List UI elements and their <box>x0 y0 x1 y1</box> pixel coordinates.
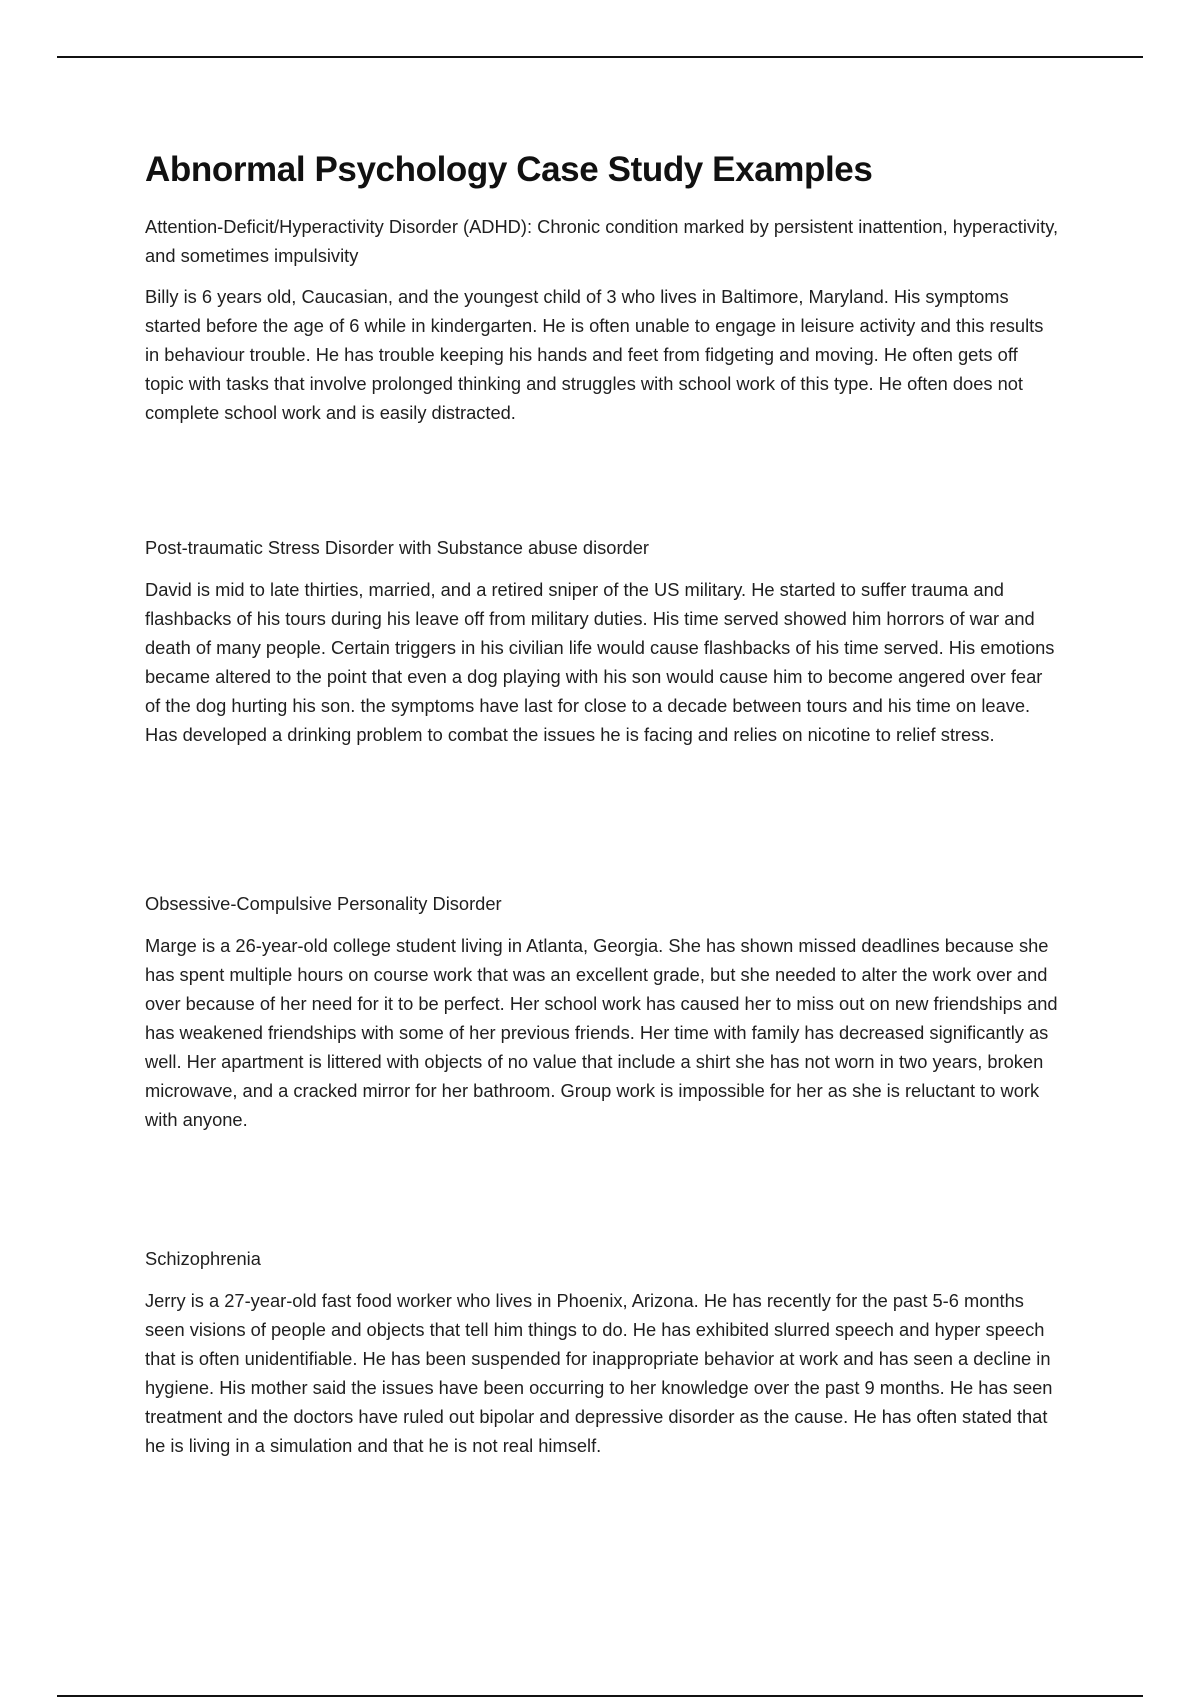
case-section-adhd <box>145 212 1060 427</box>
bottom-divider <box>57 1695 1143 1697</box>
section-body: David is mid to late thirties, married, and a retired sniper of the US military. He started to suffer trauma and flashbacks of his tours during his leave off from military duties. His time served showed him horrors of war and death of many people. Certain triggers in his civilian life would cause flashbacks of his time served. His emotions became altered to the point that even a dog playing with his son would cause him to become angered over fear of the dog hurting his son. the symptoms have last for close to a decade between tours and his time on leave. Has developed a drinking problem to combat the issues he is facing and relies on nicotine to relief stress. <box>145 579 1055 745</box>
document-page <box>145 148 1060 1460</box>
section-heading: Attention-Deficit/Hyperactivity Disorder (ADHD): Chronic condition marked by persistent inattention, hyperactivity, and sometimes impulsivity <box>145 216 1059 266</box>
section-body: Billy is 6 years old, Caucasian, and the youngest child of 3 who lives in Baltimore, Maryland. His symptoms started before the age of 6 while in kindergarten. He is often unable to engage in leisure activity and this results in behaviour trouble. He has trouble keeping his hands and feet from fidgeting and moving. He often gets off topic with tasks that involve prolonged thinking and struggles with school work of this type. He often does not complete school work and is easily distracted. <box>145 286 1044 423</box>
section-heading: Obsessive-Compulsive Personality Disorder <box>145 893 502 914</box>
section-heading: Schizophrenia <box>145 1248 261 1269</box>
page-title: Abnormal Psychology Case Study Examples <box>145 150 873 189</box>
case-section-ocpd <box>145 889 1060 1134</box>
case-section-schizophrenia <box>145 1244 1060 1460</box>
section-body: Jerry is a 27-year-old fast food worker who lives in Phoenix, Arizona. He has recently for the past 5-6 months seen visions of people and objects that tell him things to do. He has exhibited slurred speech and hyper speech that is often unidentifiable. He has been suspended for inappropriate behavior at work and has seen a decline in hygiene. His mother said the issues have been occurring to her knowledge over the past 9 months. He has seen treatment and the doctors have ruled out bipolar and depressive disorder as the cause. He has often stated that he is living in a simulation and that he is not real himself. <box>145 1290 1053 1456</box>
section-body: Marge is a 26-year-old college student living in Atlanta, Georgia. She has shown missed deadlines because she has spent multiple hours on course work that was an excellent grade, but she needed to alter the work over and over because of her need for it to be perfect. Her school work has caused her to miss out on new friendships and has weakened friendships with some of her previous friends. Her time with family has decreased significantly as well. Her apartment is littered with objects of no value that include a shirt she has not worn in two years, broken microwave, and a cracked mirror for her bathroom. Group work is impossible for her as she is reluctant to work with anyone. <box>145 935 1058 1130</box>
case-section-ptsd <box>145 533 1060 749</box>
top-divider <box>57 56 1143 58</box>
section-heading: Post-traumatic Stress Disorder with Substance abuse disorder <box>145 537 649 558</box>
